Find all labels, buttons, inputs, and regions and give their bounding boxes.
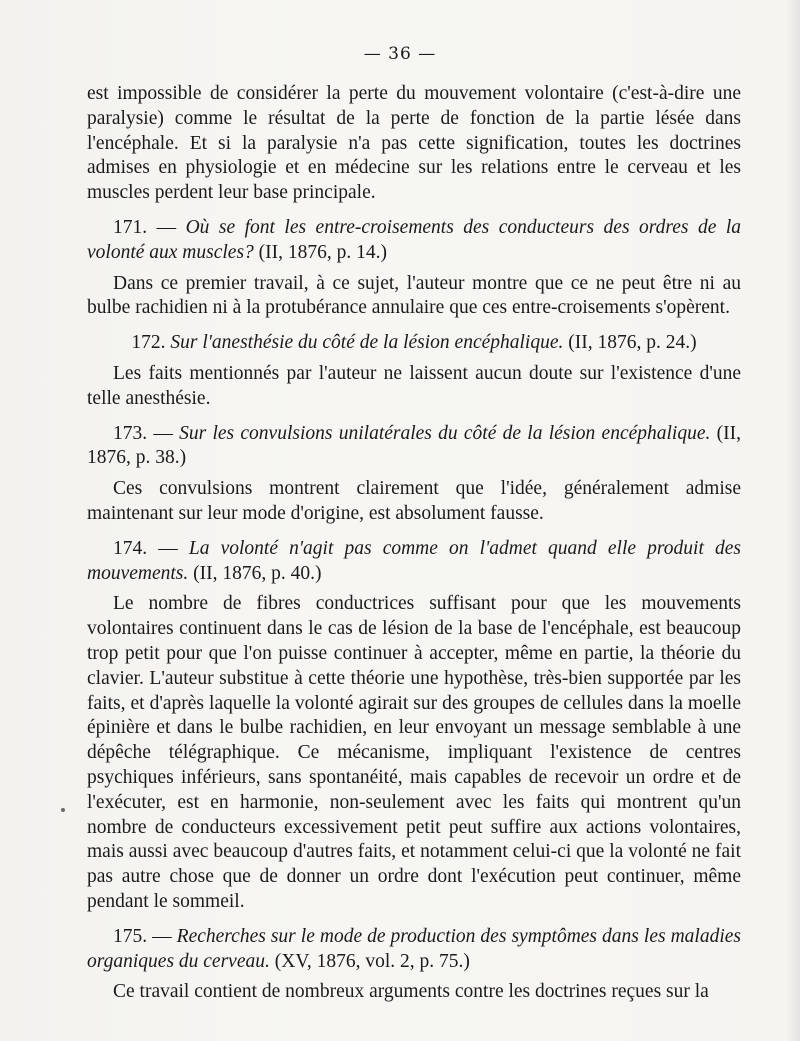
entry-body: Les faits mentionnés par l'auteur ne laissent aucun doute sur l'existence d'une telle anesthésie. [87, 362, 741, 409]
scan-speck [61, 808, 65, 812]
entry-body: Dans ce premier travail, à ce sujet, l'auteur montre que ce ne peut être ni au bulbe rachidien ni à la protubérance annulaire que ces entre-croisements s'opèrent. [87, 272, 741, 319]
intro-paragraph: est impossible de considérer la perte du mouvement volontaire (c'est-à-dire une paralysie) comme le résultat de la perte de fonction de la partie lésée dans l'encéphale. Et si la paralysie n'a pas cette signification, toutes les doctrines admises en physiologie et en médecine sur les relations entre le cerveau et les muscles perdent leur base principale. [87, 83, 741, 204]
entry-body: Ce travail contient de nombreux arguments contre les doctrines reçues sur la [113, 981, 709, 1003]
entry-title: Où se font les entre-croisements des conducteurs des ordres de la volonté aux muscles? [87, 216, 741, 263]
page-text [87, 82, 741, 1005]
entry-body: Ces convulsions montrent clairement que l'idée, généralement admise maintenant sur leur mode d'origine, est absolument fausse. [87, 478, 741, 524]
entry-title-line [87, 331, 741, 356]
entry-title-line: 171. — Où se font les entre-croisements des conducteurs des ordres de la volonté aux muscles? (II, 1876, p. 14.) [87, 216, 741, 263]
entry-reference: (XV, 1876, vol. 2, p. 75.) [274, 950, 470, 972]
entry-title: Sur les convulsions unilatérales du côté de la lésion encéphalique. [179, 422, 711, 444]
entry-title-line: 174. — La volonté n'agit pas comme on l'admet quand elle produit des mouvements. (II, 1876, p. 40.) [87, 537, 741, 584]
entry-173 [87, 422, 741, 527]
entry-reference: (II, 1876, p. 24.) [568, 332, 697, 354]
entry-175 [87, 925, 741, 1005]
page-edge-shadow [786, 0, 800, 1041]
entry-number: 172. [131, 332, 166, 354]
entry-172 [87, 331, 741, 411]
entry-number: 173. [113, 422, 148, 444]
entry-reference: (II, 1876, p. 38.) [87, 422, 742, 469]
entry-number: 174. [113, 537, 148, 559]
entry-number: 175. [113, 925, 148, 947]
page-number: — 36 — [363, 44, 437, 64]
entry-171 [87, 216, 741, 321]
entry-174 [87, 537, 741, 915]
entry-title: Recherches sur le mode de production des symptômes dans les maladies organiques du cerveau. [87, 925, 741, 972]
entry-title-line: 175. — Recherches sur le mode de production des symptômes dans les maladies organiques du cerveau. (XV, 1876, vol. 2, p. 75.) [87, 925, 741, 972]
entry-number: 171. [113, 216, 148, 238]
entry-body: Le nombre de fibres conductrices suffisant pour que les mouvements volontaires continuent dans le cas de lésion de la base de l'encéphale, est beaucoup trop petit pour que l'on puisse continuer à accepter, même en partie, la théorie du clavier. L'auteur substitue à cette théorie une hypothèse, très-bien supportée par les faits, et d'après laquelle la volonté agirait sur des groupes de cellules dans la moelle épinière et dans le bulbe rachidien, en leur envoyant un message semblable à une dépêche télégraphique. Ce mécanisme, impliquant l'existence de centres psychiques inférieurs, sans spontanéité, mais capables de recevoir un ordre et de l'exécuter, est en harmonie, non-seulement avec les faits qui montrent qu'un nombre de conducteurs excessivement petit peut suffire aux actions volontaires, mais aussi avec beaucoup d'autres faits, et notamment celui-ci que la volonté ne fait pas autre chose que de donner un ordre dont l'exécution peut continuer, même pendant le sommeil. [87, 593, 741, 912]
entry-title-line: 173. — Sur les convulsions unilatérales du côté de la lésion encéphalique. (II, 1876, p. 38.) [87, 422, 742, 469]
entry-reference: (II, 1876, p. 14.) [258, 241, 388, 263]
entry-title: La volonté n'agit pas comme on l'admet quand elle produit des mouvements. [87, 537, 741, 584]
entry-title: Sur l'anesthésie du côté de la lésion encéphalique. [170, 332, 564, 354]
entry-reference: (II, 1876, p. 40.) [193, 562, 322, 584]
